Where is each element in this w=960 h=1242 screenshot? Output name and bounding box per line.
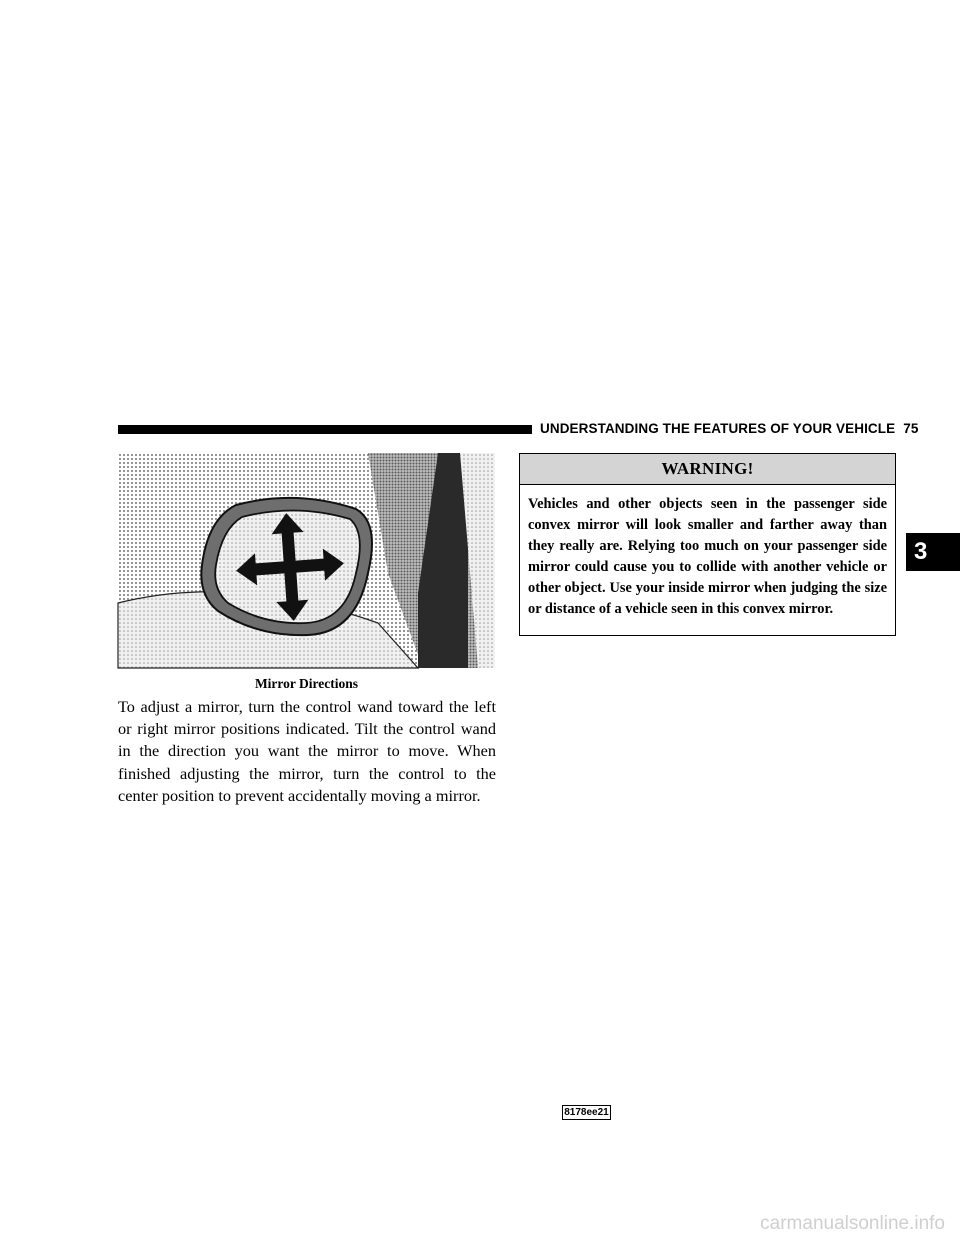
instruction-paragraph: To adjust a mirror, turn the control wand toward the left or right mirror positions indicated. Tilt the control wand in the direction you want the mirror to move. When finished adjusting the mirror, turn the control to the center position to prevent accidentally moving a mirror. xyxy=(118,697,496,805)
header-rule xyxy=(118,425,532,434)
warning-box xyxy=(519,453,896,636)
watermark: carmanualsonline.info xyxy=(760,1213,945,1234)
running-header xyxy=(540,420,919,438)
page-number: 75 xyxy=(903,421,919,436)
section-title: UNDERSTANDING THE FEATURES OF YOUR VEHICLE xyxy=(540,421,896,436)
figure-caption: Mirror Directions xyxy=(254,676,359,691)
warning-title: WARNING! xyxy=(520,454,895,485)
warning-text: Vehicles and other objects seen in the passenger side convex mirror will look smaller and farther away than they really are. Relying too much on your passenger side mirror could cause you to collide with another vehicle or other object. Use your inside mirror when judging the size or distance of a vehicle seen in this convex mirror. xyxy=(528,496,887,617)
chapter-tab: 3 xyxy=(906,533,960,571)
figure-code: 8178ee21 xyxy=(562,1105,611,1120)
